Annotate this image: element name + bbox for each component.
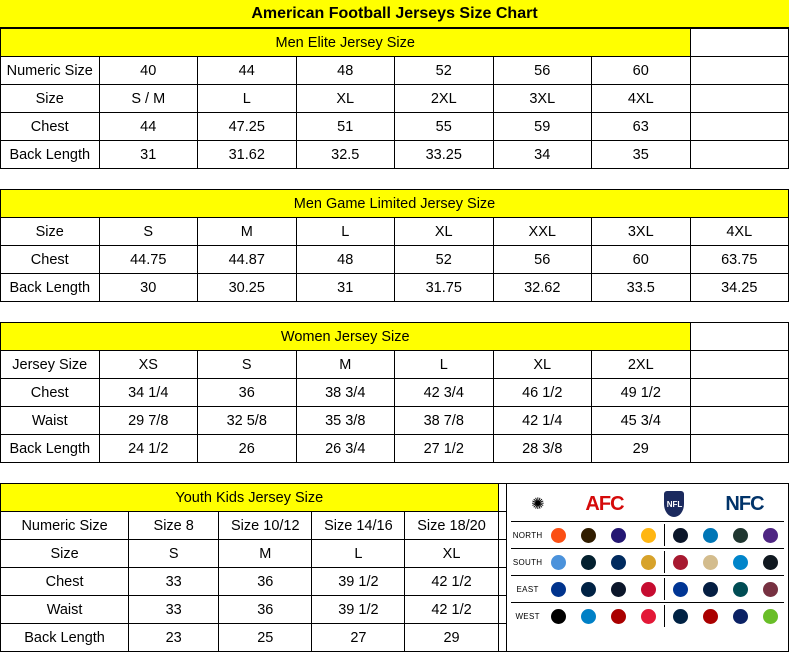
- cell: 29 7/8: [99, 407, 198, 435]
- afc-south-teams: [545, 555, 662, 570]
- cell: 31: [99, 141, 198, 169]
- cell: 39 1/2: [312, 568, 405, 596]
- cell: Size 14/16: [312, 512, 405, 540]
- team-logo: [641, 609, 656, 624]
- cell: 38 3/4: [296, 379, 395, 407]
- afc-logo: AFC: [585, 492, 624, 515]
- conference-logos-row: [511, 487, 784, 522]
- cell: 27: [312, 624, 405, 652]
- team-logo: [551, 609, 566, 624]
- division-label-south: SOUTH: [512, 557, 543, 567]
- cell: 39 1/2: [312, 596, 405, 624]
- cell: 45 3/4: [592, 407, 691, 435]
- cell: 30: [99, 274, 198, 302]
- table-row: [1, 351, 789, 379]
- row-label: Chest: [1, 246, 100, 274]
- spacer-cell: [498, 568, 506, 596]
- cell: 2XL: [395, 85, 494, 113]
- spacer-cell: [690, 29, 789, 57]
- cell: 29: [405, 624, 498, 652]
- team-logo: [733, 609, 748, 624]
- row-label: Size: [1, 218, 100, 246]
- table-row: [1, 379, 789, 407]
- spacer-cell: [498, 596, 506, 624]
- spacer-cell: [498, 484, 506, 512]
- cell: M: [198, 218, 297, 246]
- nfc-west-teams: [667, 609, 784, 624]
- team-logo: [611, 555, 626, 570]
- team-logo: [551, 555, 566, 570]
- cell: 4XL: [690, 218, 789, 246]
- team-logo: [581, 582, 596, 597]
- spacer-cell: [1, 169, 789, 190]
- cell: 27 1/2: [395, 435, 494, 463]
- row-label: Back Length: [1, 624, 129, 652]
- section-heading-row: [1, 29, 789, 57]
- division-label-east: EAST: [516, 584, 539, 594]
- team-logo: [581, 555, 596, 570]
- cell: 48: [296, 57, 395, 85]
- row-label: Waist: [1, 407, 100, 435]
- nfc-south-teams: [667, 555, 784, 570]
- row-label: Jersey Size: [1, 351, 100, 379]
- cell: 28 3/8: [493, 435, 592, 463]
- cell: XL: [493, 351, 592, 379]
- team-logo: [673, 555, 688, 570]
- row-label: Numeric Size: [1, 512, 129, 540]
- cell: 44: [99, 113, 198, 141]
- cell: 47.25: [198, 113, 297, 141]
- division-row-north: [511, 522, 784, 549]
- cell: 23: [129, 624, 219, 652]
- cell-empty: [690, 379, 789, 407]
- panel-divider: [664, 578, 665, 600]
- team-logo: [641, 555, 656, 570]
- cell: 29: [592, 435, 691, 463]
- team-logo: [641, 528, 656, 543]
- cell: 32.62: [493, 274, 592, 302]
- cell: 52: [395, 57, 494, 85]
- cell: 35: [592, 141, 691, 169]
- cell: 36: [219, 568, 312, 596]
- cell: 60: [592, 57, 691, 85]
- row-label: Back Length: [1, 141, 100, 169]
- afc-west-teams: [545, 609, 662, 624]
- division-row-south: [511, 549, 784, 576]
- nfl-teams-logo-panel: [506, 484, 788, 652]
- team-logo: [551, 528, 566, 543]
- cell: S: [198, 351, 297, 379]
- team-logo: [611, 528, 626, 543]
- spacer-cell: [1, 302, 789, 323]
- team-logo: [641, 582, 656, 597]
- cell: 36: [219, 596, 312, 624]
- section-heading: Men Elite Jersey Size: [1, 29, 691, 57]
- table-row: [1, 218, 789, 246]
- team-logo: [611, 609, 626, 624]
- cell: 46 1/2: [493, 379, 592, 407]
- table-youth-kids: [0, 483, 789, 652]
- cell: 34.25: [690, 274, 789, 302]
- cell-empty: [690, 435, 789, 463]
- division-row-west: [511, 603, 784, 629]
- cell: 26 3/4: [296, 435, 395, 463]
- team-logo: [703, 528, 718, 543]
- team-logo: [611, 582, 626, 597]
- cell-empty: [690, 351, 789, 379]
- nfc-north-teams: [667, 528, 784, 543]
- division-label-west: WEST: [515, 611, 540, 621]
- cell: 34: [493, 141, 592, 169]
- cell-empty: [690, 85, 789, 113]
- team-logo: [551, 582, 566, 597]
- team-logo: [703, 582, 718, 597]
- table-men-game-limited: [0, 189, 789, 322]
- cell: 26: [198, 435, 297, 463]
- team-logo: [763, 582, 778, 597]
- cell-empty: [690, 57, 789, 85]
- row-label: Chest: [1, 379, 100, 407]
- spacer-cell: [498, 540, 506, 568]
- panel-divider: [664, 605, 665, 627]
- spacer-cell: [1, 463, 789, 484]
- cell: 56: [493, 246, 592, 274]
- cell: 31.62: [198, 141, 297, 169]
- team-logo: [673, 528, 688, 543]
- cell: S: [129, 540, 219, 568]
- section-heading-row: [1, 190, 789, 218]
- cell: 63: [592, 113, 691, 141]
- table-row: [1, 57, 789, 85]
- cell: XL: [405, 540, 498, 568]
- row-label: Chest: [1, 568, 129, 596]
- cell: 25: [219, 624, 312, 652]
- cell: 52: [395, 246, 494, 274]
- table-row: [1, 85, 789, 113]
- pro-bowl-icon: ✺: [531, 496, 545, 513]
- cell: L: [312, 540, 405, 568]
- team-logo: [703, 555, 718, 570]
- table-row: [1, 274, 789, 302]
- cell: 34 1/4: [99, 379, 198, 407]
- team-logo: [763, 528, 778, 543]
- team-logo: [581, 528, 596, 543]
- team-logo: [733, 555, 748, 570]
- cell: 42 1/2: [405, 596, 498, 624]
- cell: XL: [296, 85, 395, 113]
- panel-divider: [664, 551, 665, 573]
- cell: L: [395, 351, 494, 379]
- team-logo: [581, 609, 596, 624]
- cell: 33: [129, 596, 219, 624]
- cell: Size 8: [129, 512, 219, 540]
- cell-empty: [690, 113, 789, 141]
- section-heading-row: [1, 484, 789, 512]
- cell: 48: [296, 246, 395, 274]
- afc-north-teams: [545, 528, 662, 543]
- spacer-cell: [498, 512, 506, 540]
- spacer-cell: [690, 323, 789, 351]
- afc-east-teams: [545, 582, 662, 597]
- table-men-elite: [0, 28, 789, 189]
- cell: 4XL: [592, 85, 691, 113]
- nfc-logo: NFC: [725, 492, 764, 515]
- cell: 51: [296, 113, 395, 141]
- cell: Size 18/20: [405, 512, 498, 540]
- cell: 31.75: [395, 274, 494, 302]
- cell: 40: [99, 57, 198, 85]
- section-heading: Youth Kids Jersey Size: [1, 484, 499, 512]
- row-label: Size: [1, 540, 129, 568]
- cell: XXL: [493, 218, 592, 246]
- table-women: [0, 322, 789, 483]
- cell: M: [296, 351, 395, 379]
- cell: 36: [198, 379, 297, 407]
- cell: 3XL: [592, 218, 691, 246]
- cell: 38 7/8: [395, 407, 494, 435]
- row-label: Chest: [1, 113, 100, 141]
- cell: 33: [129, 568, 219, 596]
- section-heading: Men Game Limited Jersey Size: [1, 190, 789, 218]
- table-row: [1, 407, 789, 435]
- cell: 35 3/8: [296, 407, 395, 435]
- cell: 3XL: [493, 85, 592, 113]
- cell: L: [296, 218, 395, 246]
- cell: XL: [395, 218, 494, 246]
- section-heading: Women Jersey Size: [1, 323, 691, 351]
- row-label: Back Length: [1, 274, 100, 302]
- division-row-east: [511, 576, 784, 603]
- cell: 49 1/2: [592, 379, 691, 407]
- table-row: [1, 113, 789, 141]
- team-logo: [763, 609, 778, 624]
- cell: 33.5: [592, 274, 691, 302]
- table-row: [1, 435, 789, 463]
- spacer-cell: [498, 624, 506, 652]
- team-logo: [733, 582, 748, 597]
- cell: 31: [296, 274, 395, 302]
- section-heading-row: [1, 323, 789, 351]
- cell: S / M: [99, 85, 198, 113]
- cell: 2XL: [592, 351, 691, 379]
- cell: XS: [99, 351, 198, 379]
- division-label-north: NORTH: [512, 530, 543, 540]
- nfc-east-teams: [667, 582, 784, 597]
- cell: 32.5: [296, 141, 395, 169]
- team-logo: [703, 609, 718, 624]
- cell: 32 5/8: [198, 407, 297, 435]
- panel-divider: [664, 524, 665, 546]
- cell: 59: [493, 113, 592, 141]
- cell: 42 1/4: [493, 407, 592, 435]
- cell-empty: [690, 407, 789, 435]
- cell: 44.87: [198, 246, 297, 274]
- logo-panel-inner: [507, 484, 788, 651]
- table-row: [1, 141, 789, 169]
- cell: 42 3/4: [395, 379, 494, 407]
- cell: 60: [592, 246, 691, 274]
- table-spacer: [1, 463, 789, 484]
- cell: 63.75: [690, 246, 789, 274]
- cell: 42 1/2: [405, 568, 498, 596]
- row-label: Waist: [1, 596, 129, 624]
- cell: 30.25: [198, 274, 297, 302]
- cell: 55: [395, 113, 494, 141]
- team-logo: [733, 528, 748, 543]
- cell: 44.75: [99, 246, 198, 274]
- row-label: Back Length: [1, 435, 100, 463]
- table-row: [1, 246, 789, 274]
- cell-empty: [690, 141, 789, 169]
- cell: M: [219, 540, 312, 568]
- team-logo: [673, 582, 688, 597]
- table-spacer: [1, 302, 789, 323]
- table-spacer: [1, 169, 789, 190]
- team-logo: [763, 555, 778, 570]
- cell: Size 10/12: [219, 512, 312, 540]
- cell: 24 1/2: [99, 435, 198, 463]
- cell: 33.25: [395, 141, 494, 169]
- team-logo: [673, 609, 688, 624]
- cell: 44: [198, 57, 297, 85]
- nfl-shield-icon: NFL: [664, 491, 684, 517]
- row-label: Size: [1, 85, 100, 113]
- cell: 56: [493, 57, 592, 85]
- row-label: Numeric Size: [1, 57, 100, 85]
- cell: S: [99, 218, 198, 246]
- page-title: American Football Jerseys Size Chart: [0, 0, 789, 28]
- cell: L: [198, 85, 297, 113]
